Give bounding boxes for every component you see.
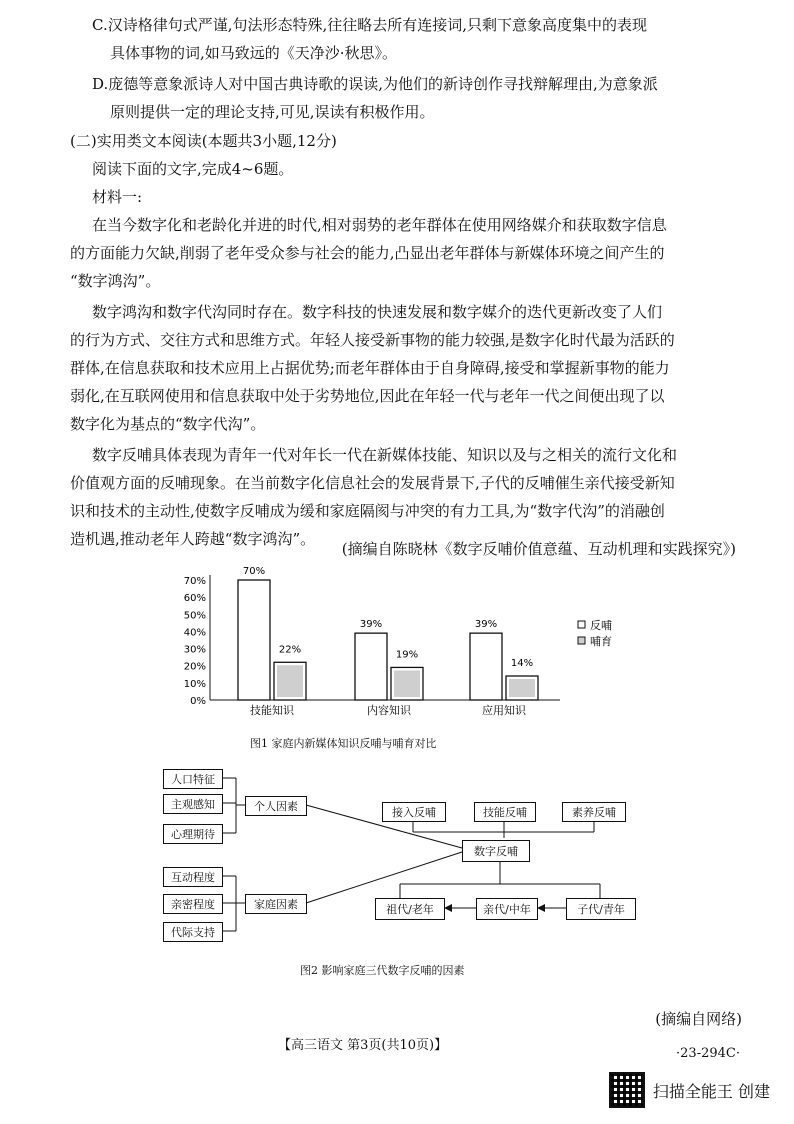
para3-line1: 数字反哺具体表现为青年一代对年长一代在新媒体技能、知识以及与之相关的流行文化和	[92, 446, 678, 464]
type-skill-box: 技能反哺	[474, 802, 536, 822]
y-tick-label: 30%	[183, 644, 206, 656]
section-heading: (二)实用类文本阅读(本题共3小题,12分)	[70, 132, 337, 150]
bar-feedback	[470, 633, 502, 700]
para2-line5: 数字化为基点的“数字代沟”。	[70, 415, 266, 433]
personal-item-2: 主观感知	[163, 794, 223, 814]
personal-item-3: 心理期待	[163, 824, 223, 844]
bar-feedback	[355, 633, 387, 700]
y-tick-label: 50%	[183, 610, 206, 622]
y-tick-label: 20%	[183, 661, 206, 673]
y-tick-label: 0%	[190, 696, 206, 707]
source-citation-2: (摘编自网络)	[655, 1010, 742, 1028]
family-item-1: 互动程度	[163, 867, 223, 887]
x-tick-label: 技能知识	[250, 704, 294, 717]
para2-line2: 的行为方式、交往方式和思维方式。年轻人接受新事物的能力较强,是数字化时代最为活跃的	[70, 331, 675, 349]
para3-line2: 价值观方面的反哺现象。在当前数字化信息社会的发展背景下,子代的反哺催生亲代接受新知	[70, 474, 675, 492]
personal-item-1: 人口特征	[163, 769, 223, 789]
family-factor-box: 家庭因素	[245, 894, 307, 914]
y-tick-label: 70%	[183, 576, 206, 587]
gen-parent-box: 亲代/中年	[476, 898, 538, 920]
option-d-line1: D.庞德等意象派诗人对中国古典诗歌的误读,为他们的新诗创作寻找辩解理由,为意象派	[92, 75, 658, 93]
para1-line2: 的方面能力欠缺,削弱了老年受众参与社会的能力,凸显出老年群体与新媒体环境之间产生的	[70, 244, 665, 262]
para2-line3: 群体,在信息获取和技术应用上占据优势;而老年群体由于自身障碍,接受和掌握新事物的能力	[70, 359, 670, 377]
center-box: 数字反哺	[462, 840, 530, 862]
legend-label: 反哺	[590, 619, 612, 632]
chart-caption: 图1 家庭内新媒体知识反哺与哺育对比	[250, 737, 437, 750]
bar-fill-pattern	[277, 665, 303, 697]
scanner-text: 扫描全能王 创建	[652, 1081, 770, 1101]
diagram-connectors	[0, 760, 794, 960]
x-tick-label: 内容知识	[367, 704, 411, 717]
y-tick-label: 60%	[183, 593, 206, 605]
para3-line4: 造机遇,推动老年人跨越“数字鸿沟”。	[70, 530, 316, 548]
material-label: 材料一:	[92, 188, 143, 206]
legend-label: 哺育	[590, 635, 612, 648]
data-label: 22%	[278, 644, 302, 656]
data-label: 70%	[242, 566, 266, 577]
page-footer: 【高三语文 第3页(共10页)】	[278, 1038, 448, 1053]
type-literacy-box: 素养反哺	[562, 802, 626, 822]
personal-factor-box: 个人因素	[245, 796, 307, 816]
legend-swatch	[578, 621, 585, 628]
family-item-2: 亲密程度	[163, 894, 223, 914]
gen-child-box: 子代/青年	[566, 898, 636, 920]
exam-code: ·23-294C·	[676, 1046, 740, 1061]
data-label: 39%	[474, 619, 498, 631]
bar-chart	[0, 555, 794, 755]
scanner-watermark	[609, 1072, 770, 1108]
diagram-caption: 图2 影响家庭三代数字反哺的因素	[300, 964, 465, 977]
para3-line3: 识和技术的主动性,使数字反哺成为缓和家庭隔阂与冲突的有力工具,为“数字代沟”的消融创	[70, 502, 665, 520]
bar-fill-pattern	[394, 670, 420, 697]
option-d-line2: 原则提供一定的理论支持,可见,误读有积极作用。	[110, 103, 435, 121]
option-c-line1: C.汉诗格律句式严谨,句法形态特殊,往往略去所有连接词,只剩下意象高度集中的表现	[92, 16, 648, 34]
bar-feedback	[238, 580, 270, 700]
section-instruction: 阅读下面的文字,完成4~6题。	[92, 160, 294, 178]
para1-line1: 在当今数字化和老龄化并进的时代,相对弱势的老年群体在使用网络媒介和获取数字信息	[92, 216, 667, 234]
para2-line4: 弱化,在互联网使用和信息获取中处于劣势地位,因此在年轻一代与老年一代之间便出现了以	[70, 387, 665, 405]
y-tick-label: 10%	[183, 678, 206, 690]
family-item-3: 代际支持	[163, 922, 223, 942]
data-label: 14%	[510, 658, 534, 669]
legend-swatch	[578, 637, 585, 644]
source-citation-1: (摘编自陈晓林《数字反哺价值意蕴、互动机理和实践探究》)	[341, 540, 736, 558]
y-tick-label: 40%	[183, 627, 206, 639]
qr-code-icon	[609, 1072, 645, 1108]
para2-line1: 数字鸿沟和数字代沟同时存在。数字科技的快速发展和数字媒介的迭代更新改变了人们	[92, 303, 663, 321]
para1-line3: “数字鸿沟”。	[70, 272, 161, 290]
x-tick-label: 应用知识	[482, 704, 526, 717]
bar-fill-pattern	[509, 679, 535, 697]
type-access-box: 接入反哺	[382, 802, 446, 822]
gen-grandparent-box: 祖代/老年	[375, 898, 445, 920]
data-label: 39%	[359, 619, 383, 631]
data-label: 19%	[395, 649, 419, 661]
option-c-line2: 具体事物的词,如马致远的《天净沙·秋思》。	[110, 44, 398, 62]
